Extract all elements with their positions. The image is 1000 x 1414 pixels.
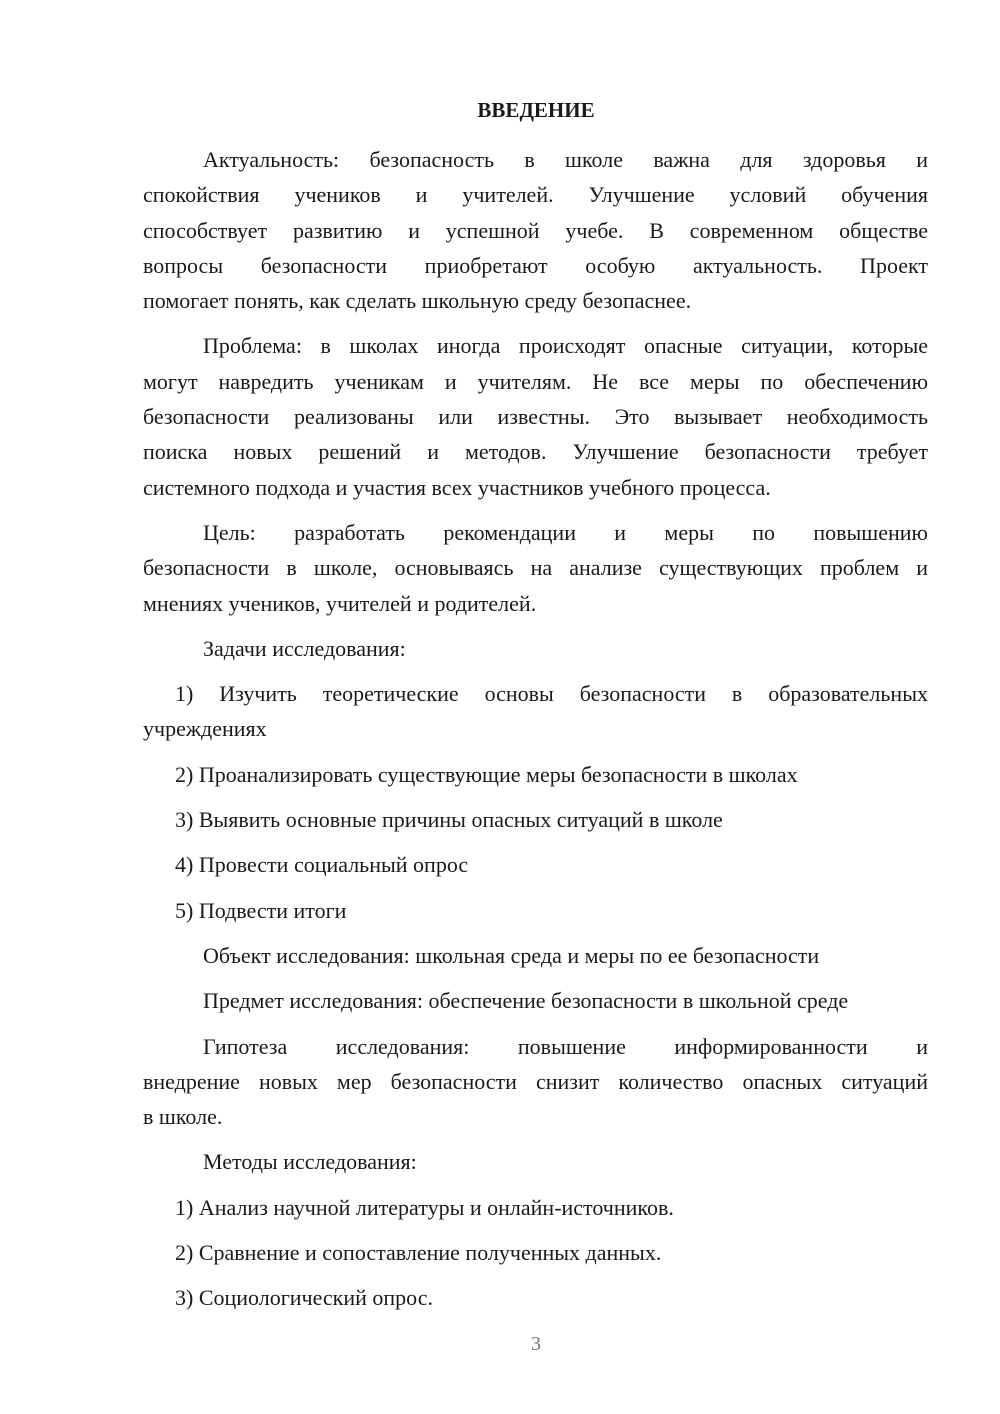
text-line: Объект исследования: школьная среда и меры по ее безопасности — [203, 942, 820, 968]
paragraph — [143, 1235, 928, 1270]
text-line: 1) Анализ научной литературы и онлайн-источников. — [175, 1194, 674, 1220]
paragraph — [143, 983, 928, 1018]
page-number: 3 — [531, 1333, 541, 1355]
paragraph — [143, 847, 928, 882]
paragraph — [143, 328, 928, 504]
text-line: Проблема: в школах иногда происходят опасные ситуации, которые — [203, 333, 928, 359]
paragraph — [143, 142, 928, 318]
paragraph — [143, 515, 928, 621]
text-line: Цель: разработать рекомендации и меры по повышению — [203, 519, 928, 545]
text-line: учреждениях — [143, 716, 267, 742]
text-line: системного подхода и участия всех участников учебного процесса. — [143, 474, 771, 500]
text-line: безопасности реализованы или известны. Это вызывает необходимость — [143, 404, 928, 430]
text-line: 5) Подвести итоги — [175, 897, 347, 923]
text-line: 1) Изучить теоретические основы безопасности в образовательных — [175, 681, 928, 707]
page-title: ВВЕДЕНИЕ — [477, 98, 595, 122]
text-line: внедрение новых мер безопасности снизит количество опасных ситуаций — [143, 1068, 928, 1094]
text-line: спокойствия учеников и учителей. Улучшение условий обучения — [143, 182, 928, 208]
paragraph — [143, 1029, 928, 1135]
document-body — [143, 142, 928, 1326]
paragraph — [143, 802, 928, 837]
text-line: могут навредить ученикам и учителям. Не все меры по обеспечению — [143, 368, 928, 394]
text-line: Методы исследования: — [203, 1149, 417, 1175]
text-line: Гипотеза исследования: повышение информированности и — [203, 1033, 928, 1059]
text-line: 3) Социологический опрос. — [175, 1285, 433, 1311]
text-line: 2) Проанализировать существующие меры безопасности в школах — [175, 761, 798, 787]
text-line: вопросы безопасности приобретают особую актуальность. Проект — [143, 252, 928, 278]
text-line: поиска новых решений и методов. Улучшение безопасности требует — [143, 439, 928, 465]
paragraph — [143, 938, 928, 973]
text-line: Актуальность: безопасность в школе важна для здоровья и — [203, 147, 928, 172]
text-line: в школе. — [143, 1104, 223, 1130]
paragraph — [143, 1144, 928, 1179]
paragraph — [143, 893, 928, 928]
text-line: безопасности в школе, основываясь на анализе существующих проблем и — [143, 555, 928, 581]
paragraph — [143, 676, 928, 747]
paragraph — [143, 1280, 928, 1315]
text-line: мнениях учеников, учителей и родителей. — [143, 590, 537, 616]
text-line: Предмет исследования: обеспечение безопасности в школьной среде — [203, 988, 849, 1014]
text-line: способствует развитию и успешной учебе. В современном обществе — [143, 217, 928, 243]
paragraph — [143, 1190, 928, 1225]
paragraph — [143, 631, 928, 666]
text-line: 4) Провести социальный опрос — [175, 852, 469, 878]
text-line: 3) Выявить основные причины опасных ситуаций в школе — [175, 807, 723, 833]
text-line: помогает понять, как сделать школьную среду безопаснее. — [143, 288, 692, 314]
text-line: Задачи исследования: — [203, 635, 406, 661]
paragraph — [143, 757, 928, 792]
text-line: 2) Сравнение и сопоставление полученных данных. — [175, 1240, 662, 1266]
